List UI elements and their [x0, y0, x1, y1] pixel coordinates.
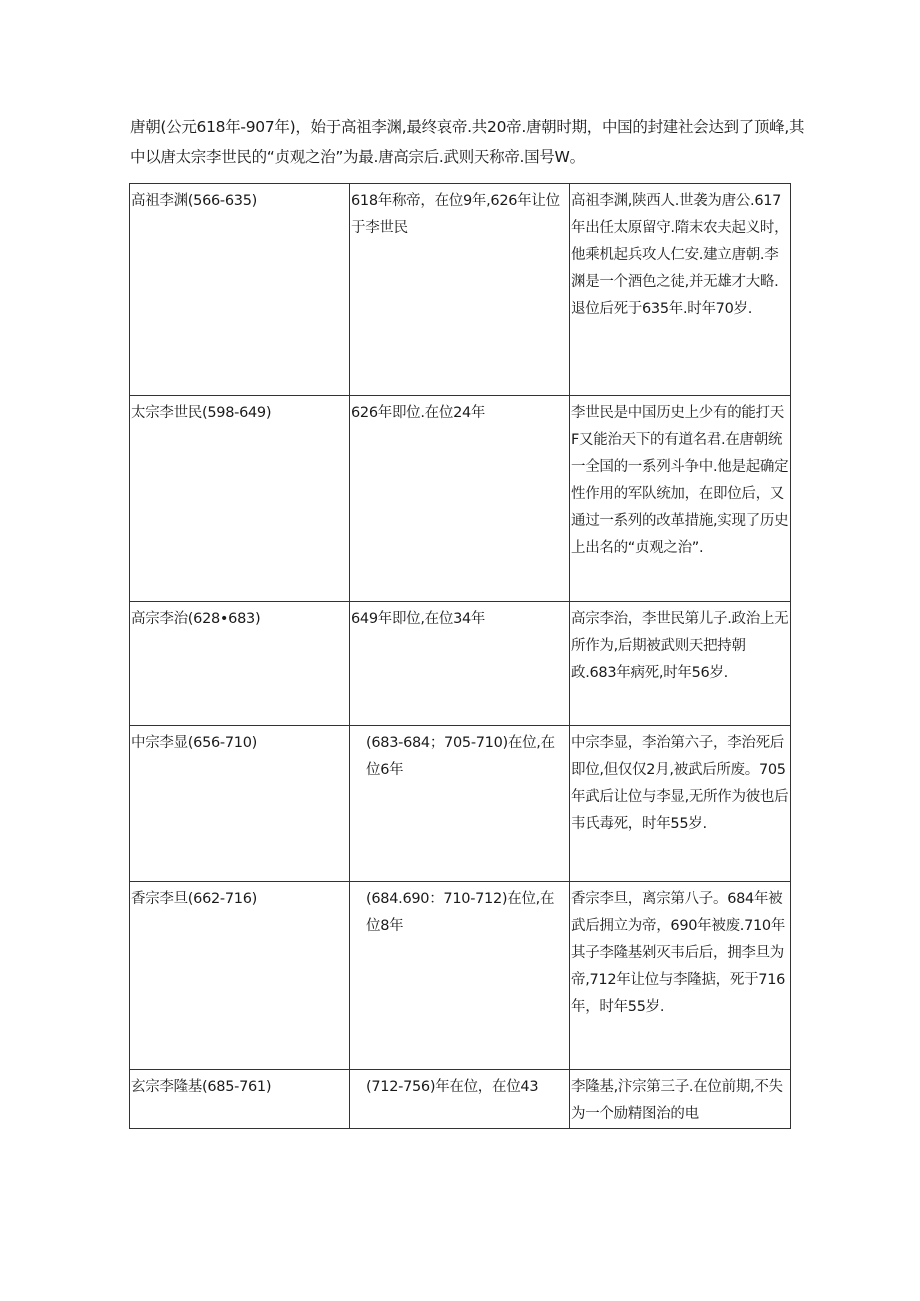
reign-period: 649年即位,在位34年 — [351, 611, 486, 627]
bio-cell — [570, 396, 791, 602]
intro-line-2: 中以唐太宗李世民的“贞观之治”为最.唐高宗后.武则天称帝.国号W。 — [130, 148, 585, 166]
bio-cell — [570, 1070, 791, 1129]
bio-cell — [570, 726, 791, 882]
emperor-name: 太宗李世民(598-649) — [131, 405, 272, 421]
reign-period: (712-756)年在位，在位43 — [366, 1079, 539, 1095]
emperor-name: 高宗李治(628•683) — [131, 611, 261, 627]
table-row — [130, 602, 791, 726]
bio-cell — [570, 184, 791, 396]
emperor-cell — [130, 882, 350, 1070]
emperor-bio: 高祖李渊,陕西人.世袭为唐公.617年出任太原留守.隋末农夫起义时，他乘机起兵攻人仁安.建立唐朝.李渊是一个酒色之徒,并无雄才大略.退位后死于635年.时年70岁. — [571, 193, 789, 317]
table-row — [130, 726, 791, 882]
emperor-bio: 李世民是中国历史上少有的能打天F又能治天下的有道名君.在唐朝统一全国的一系列斗争中.他是起确定性作用的军队统加，在即位后，又通过一系列的改革措施,实现了历史上出名的“贞观之治”. — [571, 405, 789, 556]
table-row — [130, 396, 791, 602]
emperor-table — [129, 183, 791, 1129]
reign-cell — [350, 726, 570, 882]
reign-cell — [350, 1070, 570, 1129]
bio-cell — [570, 882, 791, 1070]
emperor-cell — [130, 1070, 350, 1129]
table-row — [130, 1070, 791, 1129]
emperor-cell — [130, 726, 350, 882]
table-row — [130, 184, 791, 396]
intro-line-1: 唐朝(公元618年-907年)，始于高祖李渊,最终哀帝.共20帝.唐朝时期，中国的封建社会达到了顶峰,其 — [130, 118, 805, 136]
intro-paragraph — [130, 112, 805, 172]
emperor-name: 高祖李渊(566-635) — [131, 193, 257, 209]
emperor-bio: 李隆基,汴宗第三子.在位前期,不失为一个励精图治的电 — [571, 1079, 783, 1122]
table-row — [130, 882, 791, 1070]
reign-period: 618年称帝，在位9年,626年让位于李世民 — [351, 193, 560, 236]
emperor-cell — [130, 396, 350, 602]
reign-period: (683-684；705-710)在位,在位6年 — [366, 735, 555, 778]
reign-cell — [350, 602, 570, 726]
emperor-name: 香宗李旦(662-716) — [131, 891, 257, 907]
reign-cell — [350, 184, 570, 396]
bio-cell — [570, 602, 791, 726]
emperor-bio: 香宗李旦，离宗第八子。684年被武后拥立为帝，690年被废.710年其子李隆基剁灭韦后后，拥李旦为帝,712年让位与李隆掂，死于716年，时年55岁. — [571, 891, 786, 1015]
emperor-cell — [130, 184, 350, 396]
reign-period: (684.690：710-712)在位,在位8年 — [366, 891, 555, 934]
emperor-bio: 中宗李显，李治第六子，李治死后即位,但仅仅2月,被武后所废。705年武后让位与李显,无所作为彼也后韦氏毒死，时年55岁. — [571, 735, 789, 832]
emperor-bio: 高宗李治，李世民第儿子.政治上无所作为,后期被武则天把持朝政.683年病死,时年56岁. — [571, 611, 789, 681]
reign-cell — [350, 882, 570, 1070]
reign-cell — [350, 396, 570, 602]
emperor-name: 中宗李显(656-710) — [131, 735, 257, 751]
emperor-name: 玄宗李隆基(685-761) — [131, 1079, 272, 1095]
emperor-cell — [130, 602, 350, 726]
reign-period: 626年即位.在位24年 — [351, 405, 486, 421]
